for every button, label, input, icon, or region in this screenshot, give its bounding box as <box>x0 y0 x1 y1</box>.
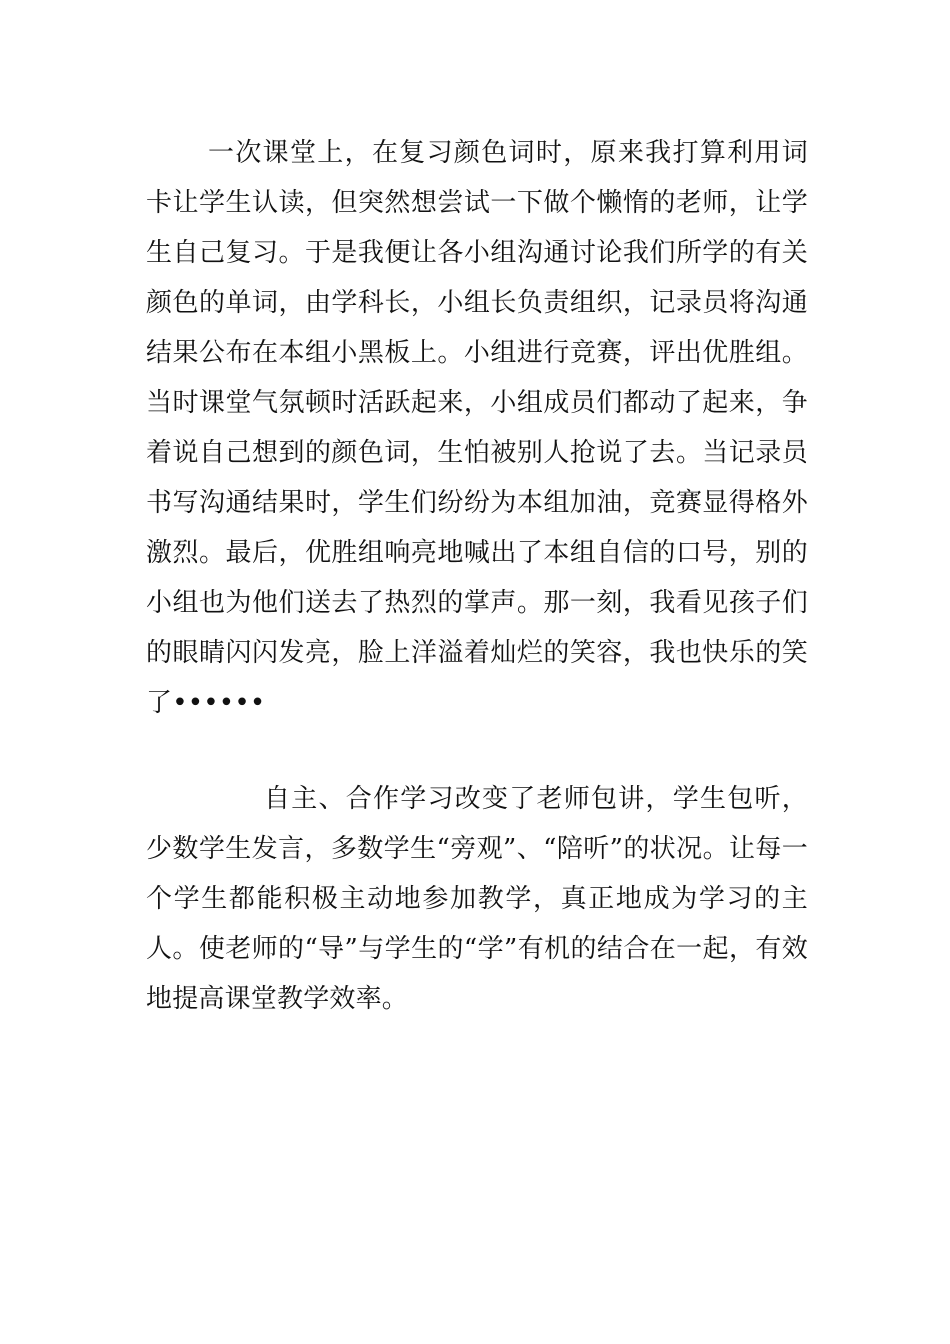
paragraph-classroom-story: 一次课堂上，在复习颜色词时，原来我打算利用词卡让学生认读，但突然想尝试一下做个懒惰的老师，让学生自己复习。于是我便让各小组沟通讨论我们所学的有关颜色的单词，由学科长，小组长负责组织，记录员将沟通结果公布在本组小黑板上。小组进行竞赛，评出优胜组。当时课堂气氛顿时活跃起来，小组成员们都动了起来，争着说自己想到的颜色词，生怕被别人抢说了去。当记录员书写沟通结果时，学生们纷纷为本组加油，竞赛显得格外激烈。最后，优胜组响亮地喊出了本组自信的口号，别的小组也为他们送去了热烈的掌声。那一刻，我看见孩子们的眼睛闪闪发亮，脸上洋溢着灿烂的笑容，我也快乐的笑了•••••• <box>146 138 808 718</box>
paragraph-conclusion: 自主、合作学习改变了老师包讲，学生包听，少数学生发言，多数学生“旁观”、“陪听”的状况。让每一个学生都能积极主动地参加教学，真正地成为学习的主人。使老师的“导”与学生的“学”有机的结合在一起，有效地提高课堂教学效率。 <box>146 784 808 1014</box>
